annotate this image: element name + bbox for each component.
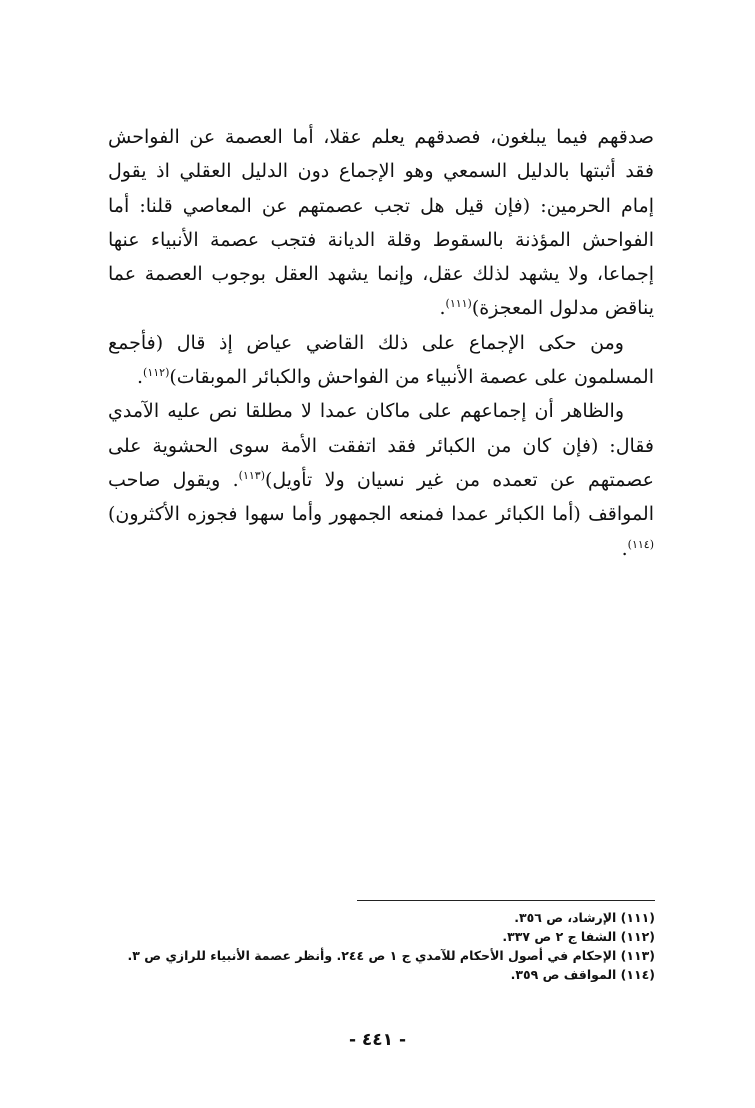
paragraph-2-text: ومن حكى الإجماع على ذلك القاضي عياض إذ قال (فأجمع المسلمون على عصمة الأنبياء من الفواحش والكبائر الموبقات) <box>108 331 654 389</box>
footnote-112: (١١٢) الشفا ج ٢ ص ٣٣٧. <box>502 929 655 944</box>
paragraph-3: والظاهر أن إجماعهم على ماكان عمدا لا مطلقا نص عليه الآمدي فقال: (فإن كان من الكبائر فقد اتفقت الأمة سوى الحشوية على عصمتهم عن تعمده من غير نسيان ولا تأويل)$^{(١١٣)}$. ويقول صاحب المواقف (أما الكبائر عمدا فمنعه الجمهور وأما سهوا فجوزه الأكثرون)$^{(١١٤)}$. <box>108 400 654 560</box>
main-text <box>108 120 654 566</box>
footnote-ref-113: (١١٣) <box>238 468 265 482</box>
page-number: - ٤٤١ - <box>348 1030 407 1050</box>
footnote-ref-114: (١١٤) <box>627 537 654 551</box>
footnote-ref-112: (١١٢) <box>143 366 170 380</box>
paragraph-1-text: صدقهم فيما يبلغون، فصدقهم يعلم عقلا، أما العصمة عن الفواحش فقد أثبتها بالدليل السمعي وهو الإجماع دون الدليل العقلي اذ يقول إمام الحرمين: (فإن قيل هل تجب عصمتهم عن المعاصي قلنا: أما الفواحش المؤذنة بالسقوط وقلة الديانة فتجب عصمة الأنبياء عنها إجماعا، ولا يشهد لذلك عقل، وإنما يشهد العقل بوجوب العصمة عما يناقض مدلول المعجزة) <box>108 126 654 320</box>
footnote-divider <box>357 900 655 901</box>
footnote-111: (١١١) الإرشاد، ص ٣٥٦. <box>514 910 655 925</box>
footnotes <box>120 908 655 984</box>
paragraph-1: صدقهم فيما يبلغون، فصدقهم يعلم عقلا، أما العصمة عن الفواحش فقد أثبتها بالدليل السمعي وهو الإجماع دون الدليل العقلي اذ يقول إمام الحرمين: (فإن قيل هل تجب عصمتهم عن المعاصي قلنا: أما الفواحش المؤذنة بالسقوط وقلة الديانة فتجب عصمة الأنبياء عنها إجماعا، ولا يشهد لذلك عقل، وإنما يشهد العقل بوجوب العصمة عما يناقض مدلول المعجزة)$^{(١١١)}$. <box>108 126 654 320</box>
paragraph-3-text-b: . ويقول صاحب المواقف (أما الكبائر عمدا فمنعه الجمهور وأما سهوا فجوزه الأكثرون) <box>108 468 654 526</box>
paragraph-2: ومن حكى الإجماع على ذلك القاضي عياض إذ قال (فأجمع المسلمون على عصمة الأنبياء من الفواحش والكبائر الموبقات)$^{(١١٢)}$. <box>108 331 654 389</box>
paragraph-3-text-a: والظاهر أن إجماعهم على ماكان عمدا لا مطلقا نص عليه الآمدي فقال: (فإن كان من الكبائر فقد اتفقت الأمة سوى الحشوية على عصمتهم عن تعمده من غير نسيان ولا تأويل) <box>108 400 654 491</box>
footnote-114: (١١٤) المواقف ص ٣٥٩. <box>510 967 655 982</box>
footnote-ref-111: (١١١) <box>445 297 472 311</box>
footnote-113: (١١٣) الإحكام في أصول الأحكام للآمدي ج ١ ص ٢٤٤. وأنظر عصمة الأنبياء للرازي ص ٣. <box>127 948 655 963</box>
